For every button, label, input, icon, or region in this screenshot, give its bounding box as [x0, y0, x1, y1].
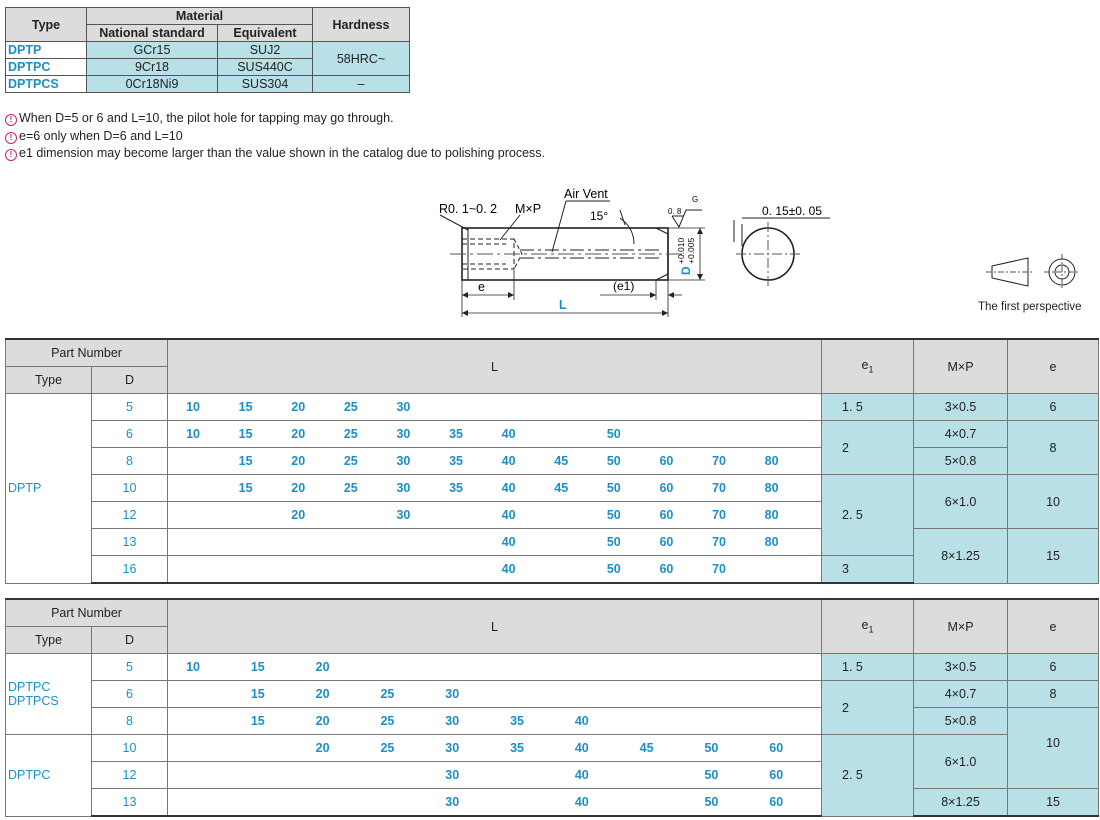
first-perspective-icon: [980, 254, 1080, 294]
l-value: 50: [606, 427, 621, 441]
l-row: [168, 556, 822, 584]
e-cell: 8: [1008, 681, 1099, 708]
e-cell: 10: [1008, 475, 1099, 529]
type-cell: DPTPC DPTPCS: [6, 654, 92, 735]
l-value: 50: [606, 508, 621, 522]
l-value: 25: [380, 687, 395, 701]
l-row: [168, 529, 822, 556]
e-cell: 8: [1008, 421, 1099, 475]
hardness-header: Hardness: [313, 8, 410, 42]
air-vent-label: Air Vent: [564, 187, 608, 201]
l-value: 70: [712, 481, 726, 495]
l-value: 40: [574, 714, 589, 728]
l-value: 35: [449, 427, 463, 441]
d-cell: 5: [92, 654, 168, 681]
e-cell: 6: [1008, 654, 1099, 681]
equivalent-header: Equivalent: [218, 25, 313, 42]
roughness-value: 0. 8: [668, 207, 682, 216]
l-value: 25: [343, 427, 358, 441]
l-value: 80: [764, 535, 779, 549]
l-value: 25: [343, 400, 358, 414]
d-cell: 12: [92, 502, 168, 529]
dptp-table: [5, 338, 1099, 584]
e-header: e: [1008, 339, 1099, 394]
l-value: 50: [704, 768, 719, 782]
l-value: 35: [510, 741, 524, 755]
material-type: DPTPCS: [6, 76, 87, 93]
l-value: 15: [250, 687, 265, 701]
material-type: DPTP: [6, 42, 87, 59]
l-value: 40: [501, 535, 516, 549]
l-value: 60: [769, 768, 784, 782]
l-value: 60: [659, 481, 674, 495]
l-row: [168, 735, 822, 762]
l-value: 15: [238, 400, 253, 414]
note: ! e=6 only when D=6 and L=10: [5, 128, 545, 146]
d-cell: 6: [92, 681, 168, 708]
air-vent-leader: [552, 201, 566, 252]
l-value: 15: [250, 660, 265, 674]
l-value: 40: [574, 768, 589, 782]
r-label: R0. 1~0. 2: [439, 202, 498, 216]
l-value: 30: [396, 427, 411, 441]
l-value: 60: [659, 508, 674, 522]
d-label: D: [679, 266, 693, 275]
mp-cell: 6×1.0: [914, 735, 1008, 789]
e1-cell: 2: [822, 681, 914, 735]
l-value: 30: [396, 400, 411, 414]
e1-cell: 2. 5: [822, 735, 914, 817]
l-row: [168, 708, 822, 735]
material-national: GCr15: [87, 42, 218, 59]
e-cell: 6: [1008, 394, 1099, 421]
d-cell: 12: [92, 762, 168, 789]
l-value: 25: [343, 481, 358, 495]
l-value: 40: [501, 562, 516, 576]
l-value: 15: [250, 714, 265, 728]
mp-cell: 4×0.7: [914, 421, 1008, 448]
pin-drawing: [420, 182, 860, 322]
l-row: [168, 681, 822, 708]
material-equivalent: SUS304: [218, 76, 313, 93]
l-row: [168, 421, 822, 448]
l-value: 50: [606, 481, 621, 495]
l-header: L: [168, 339, 822, 394]
d-cell: 8: [92, 708, 168, 735]
l-value: 15: [238, 427, 253, 441]
l-value: 45: [639, 741, 654, 755]
d-cell: 13: [92, 789, 168, 817]
material-table: [5, 7, 410, 93]
d-cell: 10: [92, 735, 168, 762]
l-value: 60: [659, 562, 674, 576]
l-value: 35: [449, 481, 463, 495]
mp-cell: 4×0.7: [914, 681, 1008, 708]
e1-header: $e_1$: [822, 599, 914, 654]
l-value: 20: [291, 427, 306, 441]
l-value: 25: [343, 454, 358, 468]
material-equivalent: SUS440C: [218, 59, 313, 76]
l-value: 30: [396, 481, 411, 495]
warning-icon: !: [5, 132, 17, 144]
l-value: 40: [501, 508, 516, 522]
l-value: 80: [764, 454, 779, 468]
d-cell: 6: [92, 421, 168, 448]
grind-label: G: [692, 195, 699, 204]
r-leader: [440, 215, 468, 230]
material-equivalent: SUJ2: [218, 42, 313, 59]
perspective-label: The first perspective: [978, 301, 1082, 313]
l-row: [168, 394, 822, 421]
l-value: 20: [315, 714, 330, 728]
l-value: 50: [606, 562, 621, 576]
l-value: 45: [554, 454, 569, 468]
tol-lower: +0.005: [686, 237, 696, 264]
l-value: 10: [186, 427, 200, 441]
l-value: 60: [659, 454, 674, 468]
mp-cell: 5×0.8: [914, 708, 1008, 735]
material-hardness: 58HRC~: [313, 42, 410, 76]
mp-cell: 3×0.5: [914, 394, 1008, 421]
d-header: D: [92, 367, 168, 394]
e1-cell: 1. 5: [822, 654, 914, 681]
l-value: 10: [186, 400, 200, 414]
l-value: 30: [445, 795, 460, 809]
l-value: 50: [606, 454, 621, 468]
l-label: L: [559, 298, 567, 312]
l-value: 50: [606, 535, 621, 549]
warning-icon: !: [5, 114, 17, 126]
l-value: 20: [315, 660, 330, 674]
mp-header: M×P: [914, 339, 1008, 394]
l-value: 20: [291, 481, 306, 495]
l-value: 70: [712, 454, 726, 468]
l-value: 30: [445, 714, 460, 728]
l-value: 40: [574, 795, 589, 809]
l-value: 50: [704, 741, 719, 755]
l-value: 70: [712, 562, 726, 576]
l-value: 20: [315, 741, 330, 755]
l-value: 60: [659, 535, 674, 549]
l-value: 15: [238, 481, 253, 495]
type-cell: DPTP: [6, 394, 92, 584]
e1-label: (e1): [613, 279, 635, 293]
d-cell: 16: [92, 556, 168, 584]
e1-cell: 2. 5: [822, 475, 914, 556]
material-national: 9Cr18: [87, 59, 218, 76]
angle-arc: [620, 218, 634, 244]
e1-cell: 2: [822, 421, 914, 475]
l-value: 50: [704, 795, 719, 809]
e-cell: 10: [1008, 708, 1099, 789]
l-value: 30: [445, 768, 460, 782]
dptpc-table: [5, 598, 1099, 817]
angle-label: 15°: [590, 209, 609, 223]
l-row: [168, 475, 822, 502]
material-type: DPTPC: [6, 59, 87, 76]
material-header: Material: [87, 8, 313, 25]
part-number-header: Part Number: [6, 599, 168, 627]
d-cell: 8: [92, 448, 168, 475]
l-value: 30: [396, 508, 411, 522]
l-value: 40: [574, 741, 589, 755]
e1-cell: 3: [822, 556, 914, 584]
material-hardness: –: [313, 76, 410, 93]
tol-upper: +0.010: [676, 237, 686, 264]
l-row: [168, 502, 822, 529]
l-value: 70: [712, 535, 726, 549]
l-value: 35: [449, 454, 463, 468]
l-value: 40: [501, 454, 516, 468]
e1-header: $e_1$: [822, 339, 914, 394]
notes: [5, 110, 545, 163]
l-value: 20: [291, 400, 306, 414]
l-value: 60: [769, 741, 784, 755]
l-value: 40: [501, 481, 516, 495]
mp-cell: 6×1.0: [914, 475, 1008, 529]
e-cell: 15: [1008, 529, 1099, 584]
l-value: 20: [291, 508, 306, 522]
note: ! e1 dimension may become larger than the value shown in the catalog due to polishing process.: [5, 145, 545, 163]
mp-label: M×P: [515, 202, 542, 216]
l-value: 45: [554, 481, 569, 495]
l-row: [168, 789, 822, 817]
l-value: 80: [764, 481, 779, 495]
l-value: 20: [315, 687, 330, 701]
d-cell: 13: [92, 529, 168, 556]
l-header: L: [168, 599, 822, 654]
l-value: 15: [238, 454, 253, 468]
e1-cell: 1. 5: [822, 394, 914, 421]
l-value: 70: [712, 508, 726, 522]
l-value: 60: [769, 795, 784, 809]
type-header: Type: [6, 8, 87, 42]
type-header: Type: [6, 367, 92, 394]
e-header: e: [1008, 599, 1099, 654]
l-value: 80: [764, 508, 779, 522]
mp-cell: 5×0.8: [914, 448, 1008, 475]
national-standard-header: National standard: [87, 25, 218, 42]
l-value: 35: [510, 714, 524, 728]
mp-cell: 8×1.25: [914, 789, 1008, 817]
runout-label: 0. 15±0. 05: [762, 204, 822, 218]
l-value: 10: [186, 660, 200, 674]
material-national: 0Cr18Ni9: [87, 76, 218, 93]
l-value: 30: [445, 741, 460, 755]
l-row: [168, 654, 822, 681]
mp-header: M×P: [914, 599, 1008, 654]
e-label: e: [478, 280, 485, 294]
type-header: Type: [6, 627, 92, 654]
type-cell: DPTPC: [6, 735, 92, 817]
l-value: 20: [291, 454, 306, 468]
l-value: 40: [501, 427, 516, 441]
mp-cell: 3×0.5: [914, 654, 1008, 681]
d-header: D: [92, 627, 168, 654]
d-cell: 10: [92, 475, 168, 502]
mp-cell: 8×1.25: [914, 529, 1008, 584]
l-row: [168, 762, 822, 789]
l-value: 25: [380, 741, 395, 755]
warning-icon: !: [5, 149, 17, 161]
e-cell: 15: [1008, 789, 1099, 817]
l-value: 25: [380, 714, 395, 728]
d-cell: 5: [92, 394, 168, 421]
note: ! When D=5 or 6 and L=10, the pilot hole for tapping may go through.: [5, 110, 545, 128]
l-value: 30: [445, 687, 460, 701]
l-value: 30: [396, 454, 411, 468]
l-row: [168, 448, 822, 475]
part-number-header: Part Number: [6, 339, 168, 367]
